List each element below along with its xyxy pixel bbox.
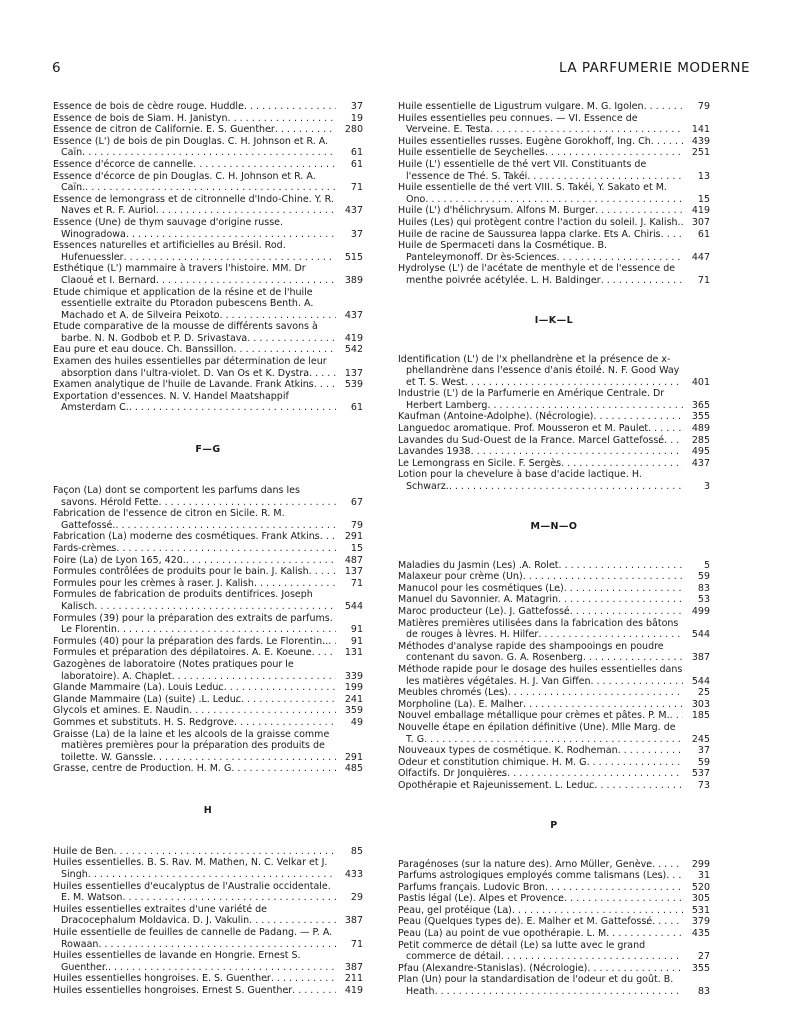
entry-title: Lavandes 1938 . . . bbox=[398, 446, 683, 458]
entry-title: Essence d'écorce de cannelle . . . bbox=[53, 159, 336, 171]
index-section bbox=[398, 820, 710, 998]
entry-page-number: 537 bbox=[683, 768, 710, 780]
entry-title: Glande Mammaire (La). Louis Leduc . . . bbox=[53, 682, 336, 694]
index-section bbox=[398, 101, 710, 287]
entry-page-number: 419 bbox=[683, 205, 710, 217]
entry-title: Huile de racine de Saussurea lappa clarke. Ets A. Chiris . . . bbox=[398, 229, 683, 241]
index-entry bbox=[398, 147, 710, 159]
entry-page-number: 437 bbox=[336, 310, 363, 322]
entry-title: Odeur et constitution chimique. H. M. G . . . bbox=[398, 757, 683, 769]
index-entry bbox=[53, 485, 363, 508]
entry-title: Kaufman (Antoine-Adolphe). (Nécrologie) . . . bbox=[398, 411, 683, 423]
entry-title: Languedoc aromatique. Prof. Mousseron et M. Paulet . . . bbox=[398, 423, 683, 435]
entry-page-number: 131 bbox=[336, 647, 363, 659]
index-entry bbox=[398, 458, 710, 470]
index-entry bbox=[53, 159, 363, 171]
index-entry bbox=[398, 446, 710, 458]
entry-page-number: 79 bbox=[683, 101, 710, 113]
page-header bbox=[52, 60, 750, 76]
entry-page-number: 85 bbox=[336, 846, 363, 858]
entry-page-number: 387 bbox=[336, 915, 363, 927]
entry-page-number: 355 bbox=[683, 411, 710, 423]
entry-page-number: 419 bbox=[336, 985, 363, 997]
entry-title: Graisse (La) de la laine et les alcools de la graisse comme matières premières pour la préparation des produits de toilette. W. Ganssle . . . bbox=[53, 729, 336, 764]
entry-page-number: 544 bbox=[683, 629, 710, 641]
entry-page-number: 285 bbox=[683, 435, 710, 447]
index-entry bbox=[398, 940, 710, 963]
index-entry bbox=[398, 217, 710, 229]
entry-title: Exportation d'essences. N. V. Handel Maatshappif Amsterdam C. . . . bbox=[53, 391, 336, 414]
entry-page-number: 401 bbox=[683, 377, 710, 389]
entry-title: Lavandes du Sud-Ouest de la France. Marcel Gattefossé . . . bbox=[398, 435, 683, 447]
index-entry bbox=[53, 589, 363, 612]
entry-title: Huiles essentielles de lavande en Hongrie. Ernest S. Guenther. . . . bbox=[53, 950, 336, 973]
entry-title: Peau (Quelques types de). E. Malher et M. Gattefossé . . . bbox=[398, 916, 683, 928]
entry-title: Huile de Spermaceti dans la Cosmétique. B. Panteleymonoff. Dr ès-Sciences . . . bbox=[398, 240, 683, 263]
index-entry bbox=[53, 136, 363, 159]
entry-page-number: 71 bbox=[336, 939, 363, 951]
entry-title: Essence de bois de cèdre rouge. Huddle . . . bbox=[53, 101, 336, 113]
index-entry bbox=[398, 687, 710, 699]
entry-page-number: 435 bbox=[683, 928, 710, 940]
index-entry bbox=[398, 182, 710, 205]
section-heading: P bbox=[550, 819, 558, 831]
entry-page-number: 291 bbox=[336, 531, 363, 543]
journal-title: LA PARFUMERIE MODERNE bbox=[559, 60, 750, 76]
entry-page-number: 299 bbox=[683, 859, 710, 871]
index-entry bbox=[398, 905, 710, 917]
index-entry bbox=[398, 159, 710, 182]
index-entry bbox=[398, 963, 710, 975]
index-entry bbox=[398, 583, 710, 595]
entry-title: Petit commerce de détail (Le) sa lutte avec le grand commerce de détail . . . bbox=[398, 940, 683, 963]
entry-title: Grasse, centre de Production. H. M. G . . . bbox=[53, 763, 336, 775]
entry-title: Examen analytique de l'huile de Lavande. Frank Atkins . . . bbox=[53, 379, 336, 391]
entry-title: Formules contrôlées de produits pour le bain. J. Kalish . . . bbox=[53, 566, 336, 578]
index-entry bbox=[398, 710, 710, 722]
index-entry bbox=[398, 594, 710, 606]
entry-title: Matières premières utilisées dans la fabrication des bâtons de rouges à lèvres. H. Hilfer . . . bbox=[398, 618, 683, 641]
index-entry bbox=[53, 985, 363, 997]
index-entry bbox=[398, 768, 710, 780]
index-entry bbox=[53, 508, 363, 531]
entry-page-number: 495 bbox=[683, 446, 710, 458]
index-entry bbox=[398, 780, 710, 792]
entry-title: Glande Mammaire (La) (suite) .L. Leduc . . . bbox=[53, 694, 336, 706]
index-entry bbox=[53, 636, 363, 648]
entry-title: Identification (L') de l'x phellandrène et la présence de x-phellandrène dans l'essence d'anis étoilé. N. F. Good Way et T. S. West . . . bbox=[398, 354, 683, 389]
entry-page-number: 27 bbox=[683, 951, 710, 963]
entry-page-number: 91 bbox=[336, 636, 363, 648]
entry-page-number: 15 bbox=[336, 543, 363, 555]
index-column-right bbox=[398, 101, 710, 998]
entry-page-number: 365 bbox=[683, 400, 710, 412]
entry-title: Pastis légal (Le). Alpes et Provence . . . bbox=[398, 893, 683, 905]
entry-page-number: 59 bbox=[683, 757, 710, 769]
index-entry bbox=[53, 240, 363, 263]
index-entry bbox=[398, 136, 710, 148]
entry-page-number: 199 bbox=[336, 682, 363, 694]
index-entry bbox=[398, 757, 710, 769]
index-entry bbox=[53, 321, 363, 344]
entry-title: Nouvel emballage métallique pour crèmes et pâtes. P. M. . . . bbox=[398, 710, 683, 722]
entry-page-number: 499 bbox=[683, 606, 710, 618]
entry-page-number: 544 bbox=[683, 676, 710, 688]
entry-title: Pfau (Alexandre-Stanislas). (Nécrologie) . . . bbox=[398, 963, 683, 975]
entry-page-number: 520 bbox=[683, 882, 710, 894]
entry-page-number: 544 bbox=[336, 601, 363, 613]
entry-title: Esthétique (L') mammaire à travers l'histoire. MM. Dr Claoué et I. Bernard . . . bbox=[53, 263, 336, 286]
index-entry bbox=[53, 927, 363, 950]
index-entry bbox=[53, 705, 363, 717]
index-entry bbox=[398, 606, 710, 618]
index-entry bbox=[53, 555, 363, 567]
entry-title: Huiles essentielles d'eucalyptus de l'Australie occidentale. E. M. Watson . . . bbox=[53, 881, 336, 904]
entry-page-number: 389 bbox=[336, 275, 363, 287]
entry-title: Le Lemongrass en Sicile. F. Sergès . . . bbox=[398, 458, 683, 470]
index-entry bbox=[398, 571, 710, 583]
entry-page-number: 61 bbox=[336, 147, 363, 159]
entry-title: Olfactifs. Dr Jonquières . . . bbox=[398, 768, 683, 780]
index-entry bbox=[398, 974, 710, 997]
entry-title: Foire (La) de Lyon 165, 420. . . . bbox=[53, 555, 336, 567]
index-entry bbox=[398, 893, 710, 905]
index-entry bbox=[53, 287, 363, 322]
entry-page-number: 280 bbox=[336, 124, 363, 136]
entry-title: Huiles essentielles russes. Eugène Gorokhoff, Ing. Ch . . . bbox=[398, 136, 683, 148]
entry-page-number: 49 bbox=[336, 717, 363, 729]
index-entry bbox=[398, 870, 710, 882]
index-entry bbox=[53, 950, 363, 973]
index-entry bbox=[53, 391, 363, 414]
index-entry bbox=[398, 859, 710, 871]
entry-title: Fabrication de l'essence de citron en Sicile. R. M. Gattefossé. . . . bbox=[53, 508, 336, 531]
index-entry bbox=[398, 411, 710, 423]
index-entry bbox=[398, 722, 710, 745]
entry-title: Huile (L') essentielle de thé vert VII. Constituants de l'essence de Thé. S. Takéi . . . bbox=[398, 159, 683, 182]
entry-title: Opothérapie et Rajeunissement. L. Leduc . . . bbox=[398, 780, 683, 792]
index-entry bbox=[398, 388, 710, 411]
entry-title: Huiles (Les) qui protègent contre l'action du soleil. J. Kalish. . . . bbox=[398, 217, 683, 229]
entry-page-number: 137 bbox=[336, 368, 363, 380]
entry-title: Formules (39) pour la préparation des extraits de parfums. Le Florentin . . . bbox=[53, 613, 336, 636]
index-entry bbox=[53, 171, 363, 194]
entry-title: Huile essentielle de Ligustrum vulgare. M. G. Igolen . . . bbox=[398, 101, 683, 113]
entry-page-number: 29 bbox=[336, 892, 363, 904]
entry-title: Essence (Une) de thym sauvage d'origine russe. Winogradowa . . . bbox=[53, 217, 336, 240]
entry-page-number: 241 bbox=[336, 694, 363, 706]
index-entry bbox=[398, 745, 710, 757]
index-entry bbox=[53, 531, 363, 543]
index-entry bbox=[398, 618, 710, 641]
entry-page-number: 542 bbox=[336, 344, 363, 356]
entry-page-number: 13 bbox=[683, 171, 710, 183]
index-entry bbox=[53, 717, 363, 729]
index-entry bbox=[53, 729, 363, 764]
entry-page-number: 59 bbox=[683, 571, 710, 583]
entry-title: Formules de fabrication de produits dentifrices. Joseph Kalisch . . . bbox=[53, 589, 336, 612]
entry-title: Malaxeur pour crème (Un) . . . bbox=[398, 571, 683, 583]
entry-title: Méthode rapide pour le dosage des huiles essentielles dans les matières végétales. H. J. Van Giffen . . . bbox=[398, 664, 683, 687]
entry-page-number: 211 bbox=[336, 973, 363, 985]
entry-page-number: 71 bbox=[683, 275, 710, 287]
index-entry bbox=[53, 846, 363, 858]
entry-page-number: 73 bbox=[683, 780, 710, 792]
entry-page-number: 61 bbox=[336, 159, 363, 171]
entry-page-number: 439 bbox=[683, 136, 710, 148]
entry-title: Huiles essentielles. B. S. Rav. M. Mathen, N. C. Velkar et J. Singh . . . bbox=[53, 857, 336, 880]
entry-page-number: 25 bbox=[683, 687, 710, 699]
entry-page-number: 15 bbox=[683, 194, 710, 206]
entry-title: Formules pour les crèmes à raser. J. Kalish . . . bbox=[53, 578, 336, 590]
entry-title: Méthodes d'analyse rapide des shampooings en poudre contenant du savon. G. A. Rosenberg . . . bbox=[398, 641, 683, 664]
index-entry bbox=[398, 229, 710, 241]
index-entry bbox=[53, 124, 363, 136]
entry-page-number: 251 bbox=[683, 147, 710, 159]
index-entry bbox=[398, 423, 710, 435]
index-entry bbox=[398, 354, 710, 389]
entry-title: Huile essentielle de feuilles de cannelle de Padang. — P. A. Rowaan . . . bbox=[53, 927, 336, 950]
entry-page-number: 515 bbox=[336, 252, 363, 264]
entry-title: Nouvelle étape en épilation définitive (Une). Mlle Marg. de T. G . . . bbox=[398, 722, 683, 745]
entry-title: Huile essentielle de thé vert VIII. S. Takéi, Y. Sakato et M. Ono . . . bbox=[398, 182, 683, 205]
index-entry bbox=[53, 113, 363, 125]
index-entry bbox=[53, 379, 363, 391]
index-entry bbox=[53, 682, 363, 694]
entry-title: Peau, gel protéique (La) . . . bbox=[398, 905, 683, 917]
entry-page-number: 539 bbox=[336, 379, 363, 391]
entry-title: Fards-crèmes . . . bbox=[53, 543, 336, 555]
entry-title: Essence (L') de bois de pin Douglas. C. H. Johnson et R. A. Caïn . . . bbox=[53, 136, 336, 159]
entry-title: Manucol pour les cosmétiques (Le) . . . bbox=[398, 583, 683, 595]
entry-page-number: 5 bbox=[683, 560, 710, 572]
entry-page-number: 61 bbox=[336, 402, 363, 414]
entry-page-number: 355 bbox=[683, 963, 710, 975]
index-entry bbox=[398, 205, 710, 217]
index-section bbox=[398, 315, 710, 493]
entry-page-number: 419 bbox=[336, 333, 363, 345]
index-entry bbox=[53, 217, 363, 240]
entry-page-number: 291 bbox=[336, 752, 363, 764]
index-column-left bbox=[53, 101, 363, 997]
section-heading: M—N—O bbox=[530, 520, 578, 532]
entry-page-number: 37 bbox=[336, 101, 363, 113]
entry-page-number: 71 bbox=[336, 578, 363, 590]
index-entry bbox=[53, 973, 363, 985]
entry-title: Huiles essentielles hongroises. Ernest S. Guenther . . . bbox=[53, 985, 336, 997]
entry-page-number: 61 bbox=[683, 229, 710, 241]
entry-page-number: 303 bbox=[683, 699, 710, 711]
entry-page-number: 83 bbox=[683, 986, 710, 998]
index-entry bbox=[53, 763, 363, 775]
index-entry bbox=[398, 560, 710, 572]
entry-title: Maroc producteur (Le). J. Gattefossé . . . bbox=[398, 606, 683, 618]
index-entry bbox=[398, 916, 710, 928]
entry-page-number: 137 bbox=[336, 566, 363, 578]
entry-page-number: 437 bbox=[336, 205, 363, 217]
index-entry bbox=[398, 882, 710, 894]
index-entry bbox=[53, 904, 363, 927]
entry-title: Glycols et amines. E. Naudin . . . bbox=[53, 705, 336, 717]
entry-page-number: 83 bbox=[683, 583, 710, 595]
entry-title: Huiles essentielles hongroises. E. S. Guenther . . . bbox=[53, 973, 336, 985]
entry-page-number: 37 bbox=[336, 229, 363, 241]
section-heading: I—K—L bbox=[534, 314, 574, 326]
index-entry bbox=[53, 578, 363, 590]
index-entry bbox=[53, 356, 363, 379]
entry-page-number: 359 bbox=[336, 705, 363, 717]
entry-title: Essence d'écorce de pin Douglas. C. H. Johnson et R. A. Caïn. . . . bbox=[53, 171, 336, 194]
entry-title: Essence de bois de Siam. H. Janistyn . . . bbox=[53, 113, 336, 125]
entry-title: Parfums astrologiques employés comme talismans (Les) . . . bbox=[398, 870, 683, 882]
entry-page-number: 19 bbox=[336, 113, 363, 125]
entry-title: Morpholine (La). E. Malher . . . bbox=[398, 699, 683, 711]
entry-title: Huile essentielle de Seychelles . . . bbox=[398, 147, 683, 159]
index-entry bbox=[53, 857, 363, 880]
entry-page-number: 379 bbox=[683, 916, 710, 928]
index-entry bbox=[53, 543, 363, 555]
index-entry bbox=[398, 641, 710, 664]
entry-page-number: 339 bbox=[336, 671, 363, 683]
entry-title: Examen des huiles essentielles par détermination de leur absorption dans l'ultra-violet. D. Van Os et K. Dystra . . . bbox=[53, 356, 336, 379]
entry-title: Lotion pour la chevelure à base d'acide lactique. H. Schwarz. . . . bbox=[398, 469, 683, 492]
index-entry bbox=[53, 194, 363, 217]
entry-page-number: 531 bbox=[683, 905, 710, 917]
entry-page-number: 305 bbox=[683, 893, 710, 905]
entry-title: Hydrolyse (L') de l'acétate de menthyle et de l'essence de menthe poivrée acétylée. L. H. Baldinger . . . bbox=[398, 263, 683, 286]
entry-page-number: 67 bbox=[336, 497, 363, 509]
entry-title: Huile (L') d'hélichrysum. Alfons M. Burger . . . bbox=[398, 205, 683, 217]
index-entry bbox=[53, 344, 363, 356]
section-heading: F—G bbox=[195, 444, 221, 456]
entry-page-number: 307 bbox=[683, 217, 710, 229]
entry-title: Etude comparative de la mousse de différents savons à barbe. N. N. Godbob et P. D. Srivastava . . . bbox=[53, 321, 336, 344]
entry-page-number: 387 bbox=[683, 652, 710, 664]
entry-title: Façon (La) dont se comportent les parfums dans les savons. Hérold Fette . . . bbox=[53, 485, 336, 508]
entry-page-number: 387 bbox=[336, 962, 363, 974]
index-entry bbox=[398, 435, 710, 447]
index-entry bbox=[398, 664, 710, 687]
index-section bbox=[53, 444, 363, 775]
index-entry bbox=[398, 240, 710, 263]
index-entry bbox=[398, 113, 710, 136]
entry-title: Maladies du Jasmin (Les) .A. Rolet . . . bbox=[398, 560, 683, 572]
entry-title: Manuel du Savonnier. A. Matagrin . . . bbox=[398, 594, 683, 606]
index-entry bbox=[53, 647, 363, 659]
entry-page-number: 487 bbox=[336, 555, 363, 567]
entry-page-number: 71 bbox=[336, 182, 363, 194]
entry-page-number: 91 bbox=[336, 624, 363, 636]
entry-title: Industrie (L') de la Parfumerie en Amérique Centrale. Dr Herbert Lamberg . . . bbox=[398, 388, 683, 411]
entry-title: Meubles chromés (Les) . . . bbox=[398, 687, 683, 699]
entry-title: Formules (40) pour la préparation des fards. Le Florentin.. . . . bbox=[53, 636, 336, 648]
index-entry bbox=[398, 263, 710, 286]
index-entry bbox=[53, 694, 363, 706]
entry-title: Essence de citron de Californie. E. S. Guenther . . . bbox=[53, 124, 336, 136]
entry-title: Nouveaux types de cosmétique. K. Rodheman . . . bbox=[398, 745, 683, 757]
entry-title: Plan (Un) pour la standardisation de l'odeur et du goût. B. Heath . . . bbox=[398, 974, 683, 997]
entry-page-number: 437 bbox=[683, 458, 710, 470]
entry-page-number: 31 bbox=[683, 870, 710, 882]
entry-title: Formules et préparation des dépilatoires. A. E. Koeune . . . bbox=[53, 647, 336, 659]
entry-title: Peau (La) au point de vue opothérapie. L. M . . . bbox=[398, 928, 683, 940]
section-heading: H bbox=[203, 804, 213, 816]
entry-title: Essence de lemongrass et de citronnelle d'Indo-Chine. Y. R. Naves et R. F. Auriol . . . bbox=[53, 194, 336, 217]
entry-title: Gazogènes de laboratoire (Notes pratiques pour le laboratoire). A. Chaplet . . . bbox=[53, 659, 336, 682]
entry-title: Huiles essentielles extraites d'une variété de Dracocephalum Moldavica. D. J. Vakulin . . . bbox=[53, 904, 336, 927]
entry-page-number: 3 bbox=[683, 481, 710, 493]
entry-page-number: 37 bbox=[683, 745, 710, 757]
entry-title: Eau pure et eau douce. Ch. Banssillon . . . bbox=[53, 344, 336, 356]
index-entry bbox=[53, 613, 363, 636]
index-entry bbox=[398, 101, 710, 113]
entry-title: Etude chimique et application de la résine et de l'huile essentielle extraite du Ptoradon pubescens Benth. A. Machado et A. de Silveira Peixoto . . . bbox=[53, 287, 336, 322]
index-section bbox=[53, 805, 363, 997]
entry-page-number: 53 bbox=[683, 594, 710, 606]
entry-page-number: 489 bbox=[683, 423, 710, 435]
entry-page-number: 79 bbox=[336, 520, 363, 532]
page-number: 6 bbox=[52, 60, 62, 76]
entry-page-number: 185 bbox=[683, 710, 710, 722]
index-entry bbox=[53, 566, 363, 578]
index-entry bbox=[398, 699, 710, 711]
index-section bbox=[398, 521, 710, 792]
entry-title: Fabrication (La) moderne des cosmétiques. Frank Atkins . . . bbox=[53, 531, 336, 543]
index-entry bbox=[53, 659, 363, 682]
entry-title: Huile de Ben . . . bbox=[53, 846, 336, 858]
entry-title: Gommes et substituts. H. S. Redgrove . . . bbox=[53, 717, 336, 729]
entry-page-number: 447 bbox=[683, 252, 710, 264]
index-entry bbox=[53, 881, 363, 904]
index-entry bbox=[53, 101, 363, 113]
entry-page-number: 485 bbox=[336, 763, 363, 775]
entry-title: Huiles essentielles peu connues. — VI. Essence de Verveine. E. Testa . . . bbox=[398, 113, 683, 136]
entry-page-number: 433 bbox=[336, 869, 363, 881]
index-entry bbox=[398, 469, 710, 492]
entry-page-number: 245 bbox=[683, 734, 710, 746]
index-entry bbox=[398, 928, 710, 940]
index-section bbox=[53, 101, 363, 414]
entry-title: Parfums français. Ludovic Bron . . . bbox=[398, 882, 683, 894]
entry-title: Paragénoses (sur la nature des). Arno Müller, Genève . . . bbox=[398, 859, 683, 871]
entry-title: Essences naturelles et artificielles au Brésil. Rod. Hufenuessler . . . bbox=[53, 240, 336, 263]
index-entry bbox=[53, 263, 363, 286]
entry-page-number: 141 bbox=[683, 124, 710, 136]
